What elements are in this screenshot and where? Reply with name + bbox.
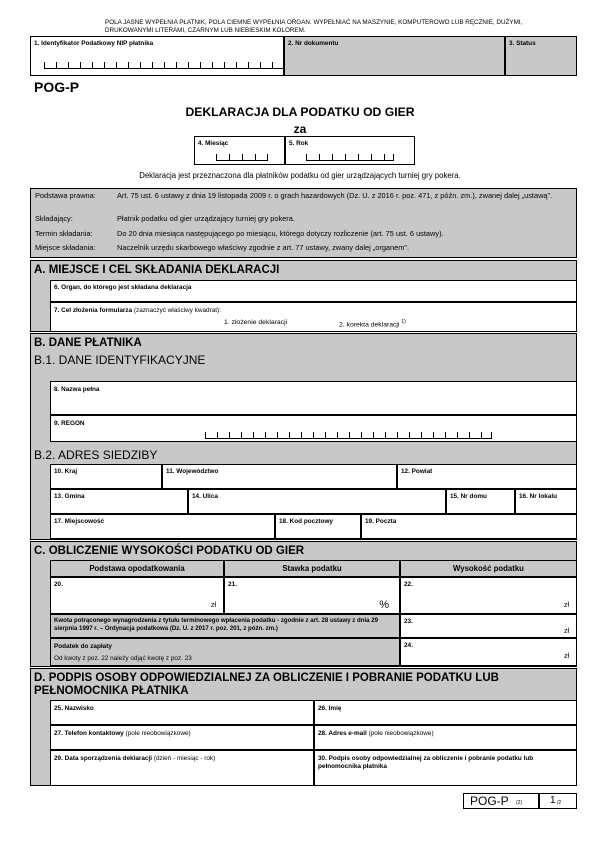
field-commune[interactable]: 13. Gmina [50, 489, 188, 514]
legal-block: Podstawa prawna: Art. 75 ust. 6 ustawy z dnia 19 listopada 2009 r. o grach hazardowych (Dz. U. z 2016 r. poz. 471, z późn. zm.), zwanej dalej „ustawą". Składający: Płatnik podatku od gier urządzający turniej gry pokera. Termin składania: Do 20 dnia miesiąca następującego po miesiącu, którego dotyczy rozliczenie (art. 75 ust. 6 ustawy). Miejsce składania: Naczelnik urzędu skarbowego właściwy zgodnie z art. 77 ustawy, zwany dalej „organem". [30, 188, 577, 258]
regon-digit-boxes [205, 432, 492, 439]
label-withheld: Kwota potrąconego wynagrodzenia z tytułu terminowego wpłacenia podatku - zgodnie z art. 28 ustawy z dnia 29 sierpnia 1997 r. – Ordynacja podatkowa (Dz. U. z 2017 r. poz. 201, z późn. zm.) [50, 614, 400, 638]
footer-page-number: 1 /2 [539, 793, 577, 809]
field-date[interactable]: 29. Data sporządzenia deklaracji (dzień - miesiąc - rok) [50, 750, 314, 786]
field-tax-base[interactable]: 20. zł [50, 577, 224, 614]
field-district[interactable]: 12. Powiat [397, 464, 577, 489]
field-last-name[interactable]: 25. Nazwisko [50, 700, 314, 725]
field-voivodeship[interactable]: 11. Województwo [162, 464, 397, 489]
top-note: POLA JASNE WYPEŁNIA PŁATNIK, POLA CIEMNE WYPEŁNIA ORGAN. WYPEŁNIAĆ NA MASZYNIE, KOMPUTEROWO LUB RĘCZNIE, DUŻYMI, DRUKOWANYMI LITERAMI, CZARNYM LUB NIEBIESKIM KOLOREM. [105, 19, 523, 34]
title-za: za [293, 122, 307, 136]
field-month[interactable]: 4. Miesiąc [194, 136, 285, 165]
field-withheld-amount[interactable]: 23. zł [400, 614, 577, 638]
footer-form-code: POG-P (2) [463, 793, 539, 809]
option-correction[interactable]: 2. korekta deklaracji $^{1)}$ [339, 319, 406, 329]
field-document-number: 2. Nr dokumentu [284, 36, 505, 76]
col-header-rate: Stawka podatku [224, 560, 400, 577]
section-c-title: C. OBLICZENIE WYSOKOŚCI PODATKU OD GIER [34, 545, 305, 557]
field-regon[interactable]: 9. REGON [50, 415, 577, 442]
section-b1-title: B.1. DANE IDENTYFIKACYJNE [34, 353, 206, 367]
field-status: 3. Status [505, 36, 577, 76]
section-d-title: D. PODPIS OSOBY ODPOWIEDZIALNEJ ZA OBLICZENIE I POBRANIE PODATKU LUB PEŁNOMOCNIKA PŁATNIKA [34, 672, 499, 698]
field-tax-payable[interactable]: 24. zł [400, 638, 577, 666]
field-country[interactable]: 10. Kraj [50, 464, 162, 489]
field-tax-office[interactable]: 6. Organ, do którego jest składana deklaracja [50, 280, 577, 302]
field-signature[interactable]: 30. Podpis osoby odpowiedzialnej za obliczenie i pobranie podatku lub pełnomocnika płatnika [314, 750, 577, 786]
field-tax-rate[interactable]: 21. % [224, 577, 400, 614]
field-phone[interactable]: 27. Telefon kontaktowy (pole nieobowiązkowe) [50, 725, 314, 750]
col-header-tax: Wysokość podatku [400, 560, 577, 577]
field-postal-code[interactable]: 18. Kod pocztowy [275, 514, 361, 539]
field-purpose[interactable]: 7. Cel złożenia formularza (zaznaczyć właściwy kwadrat): 1. złożenie deklaracji 2. korekta deklaracji $^{1)}$ [50, 302, 577, 332]
field-house-number[interactable]: 15. Nr domu [446, 489, 515, 514]
section-a-title: A. MIEJSCE I CEL SKŁADANIA DEKLARACJI [34, 264, 280, 276]
field-first-name[interactable]: 26. Imię [314, 700, 577, 725]
intro-text: Deklaracja jest przeznaczona dla płatników podatku od gier urządzających turniej gry pokera. [139, 171, 461, 180]
section-b2-title: B.2. ADRES SIEDZIBY [34, 448, 158, 462]
field-post-office[interactable]: 19. Poczta [361, 514, 577, 539]
col-header-base: Podstawa opodatkowania [50, 560, 224, 577]
section-b-title: B. DANE PŁATNIKA [34, 337, 142, 349]
field-nip[interactable]: 1. Identyfikator Podatkowy NIP płatnika [30, 36, 284, 76]
field-year[interactable]: 5. Rok [285, 136, 415, 165]
year-digit-boxes [306, 154, 394, 161]
label-payable: Podatek do zapłaty Od kwoty z poz. 22 należy odjąć kwotę z poz. 23 [50, 638, 400, 666]
nip-digit-boxes [44, 62, 297, 69]
field-street[interactable]: 14. Ulica [188, 489, 446, 514]
field-tax-amount[interactable]: 22. zł [400, 577, 577, 614]
field-flat-number[interactable]: 16. Nr lokalu [515, 489, 577, 514]
field-full-name[interactable]: 8. Nazwa pełna [50, 381, 577, 415]
month-digit-boxes [216, 154, 268, 161]
field-city[interactable]: 17. Miejscowość [50, 514, 275, 539]
form-code: POG-P [34, 79, 80, 95]
field-email[interactable]: 28. Adres e-mail (pole nieobowiązkowe) [314, 725, 577, 750]
form-title: DEKLARACJA DLA PODATKU OD GIER [185, 105, 415, 119]
option-submission[interactable]: 1. złożenie deklaracji [224, 319, 288, 326]
